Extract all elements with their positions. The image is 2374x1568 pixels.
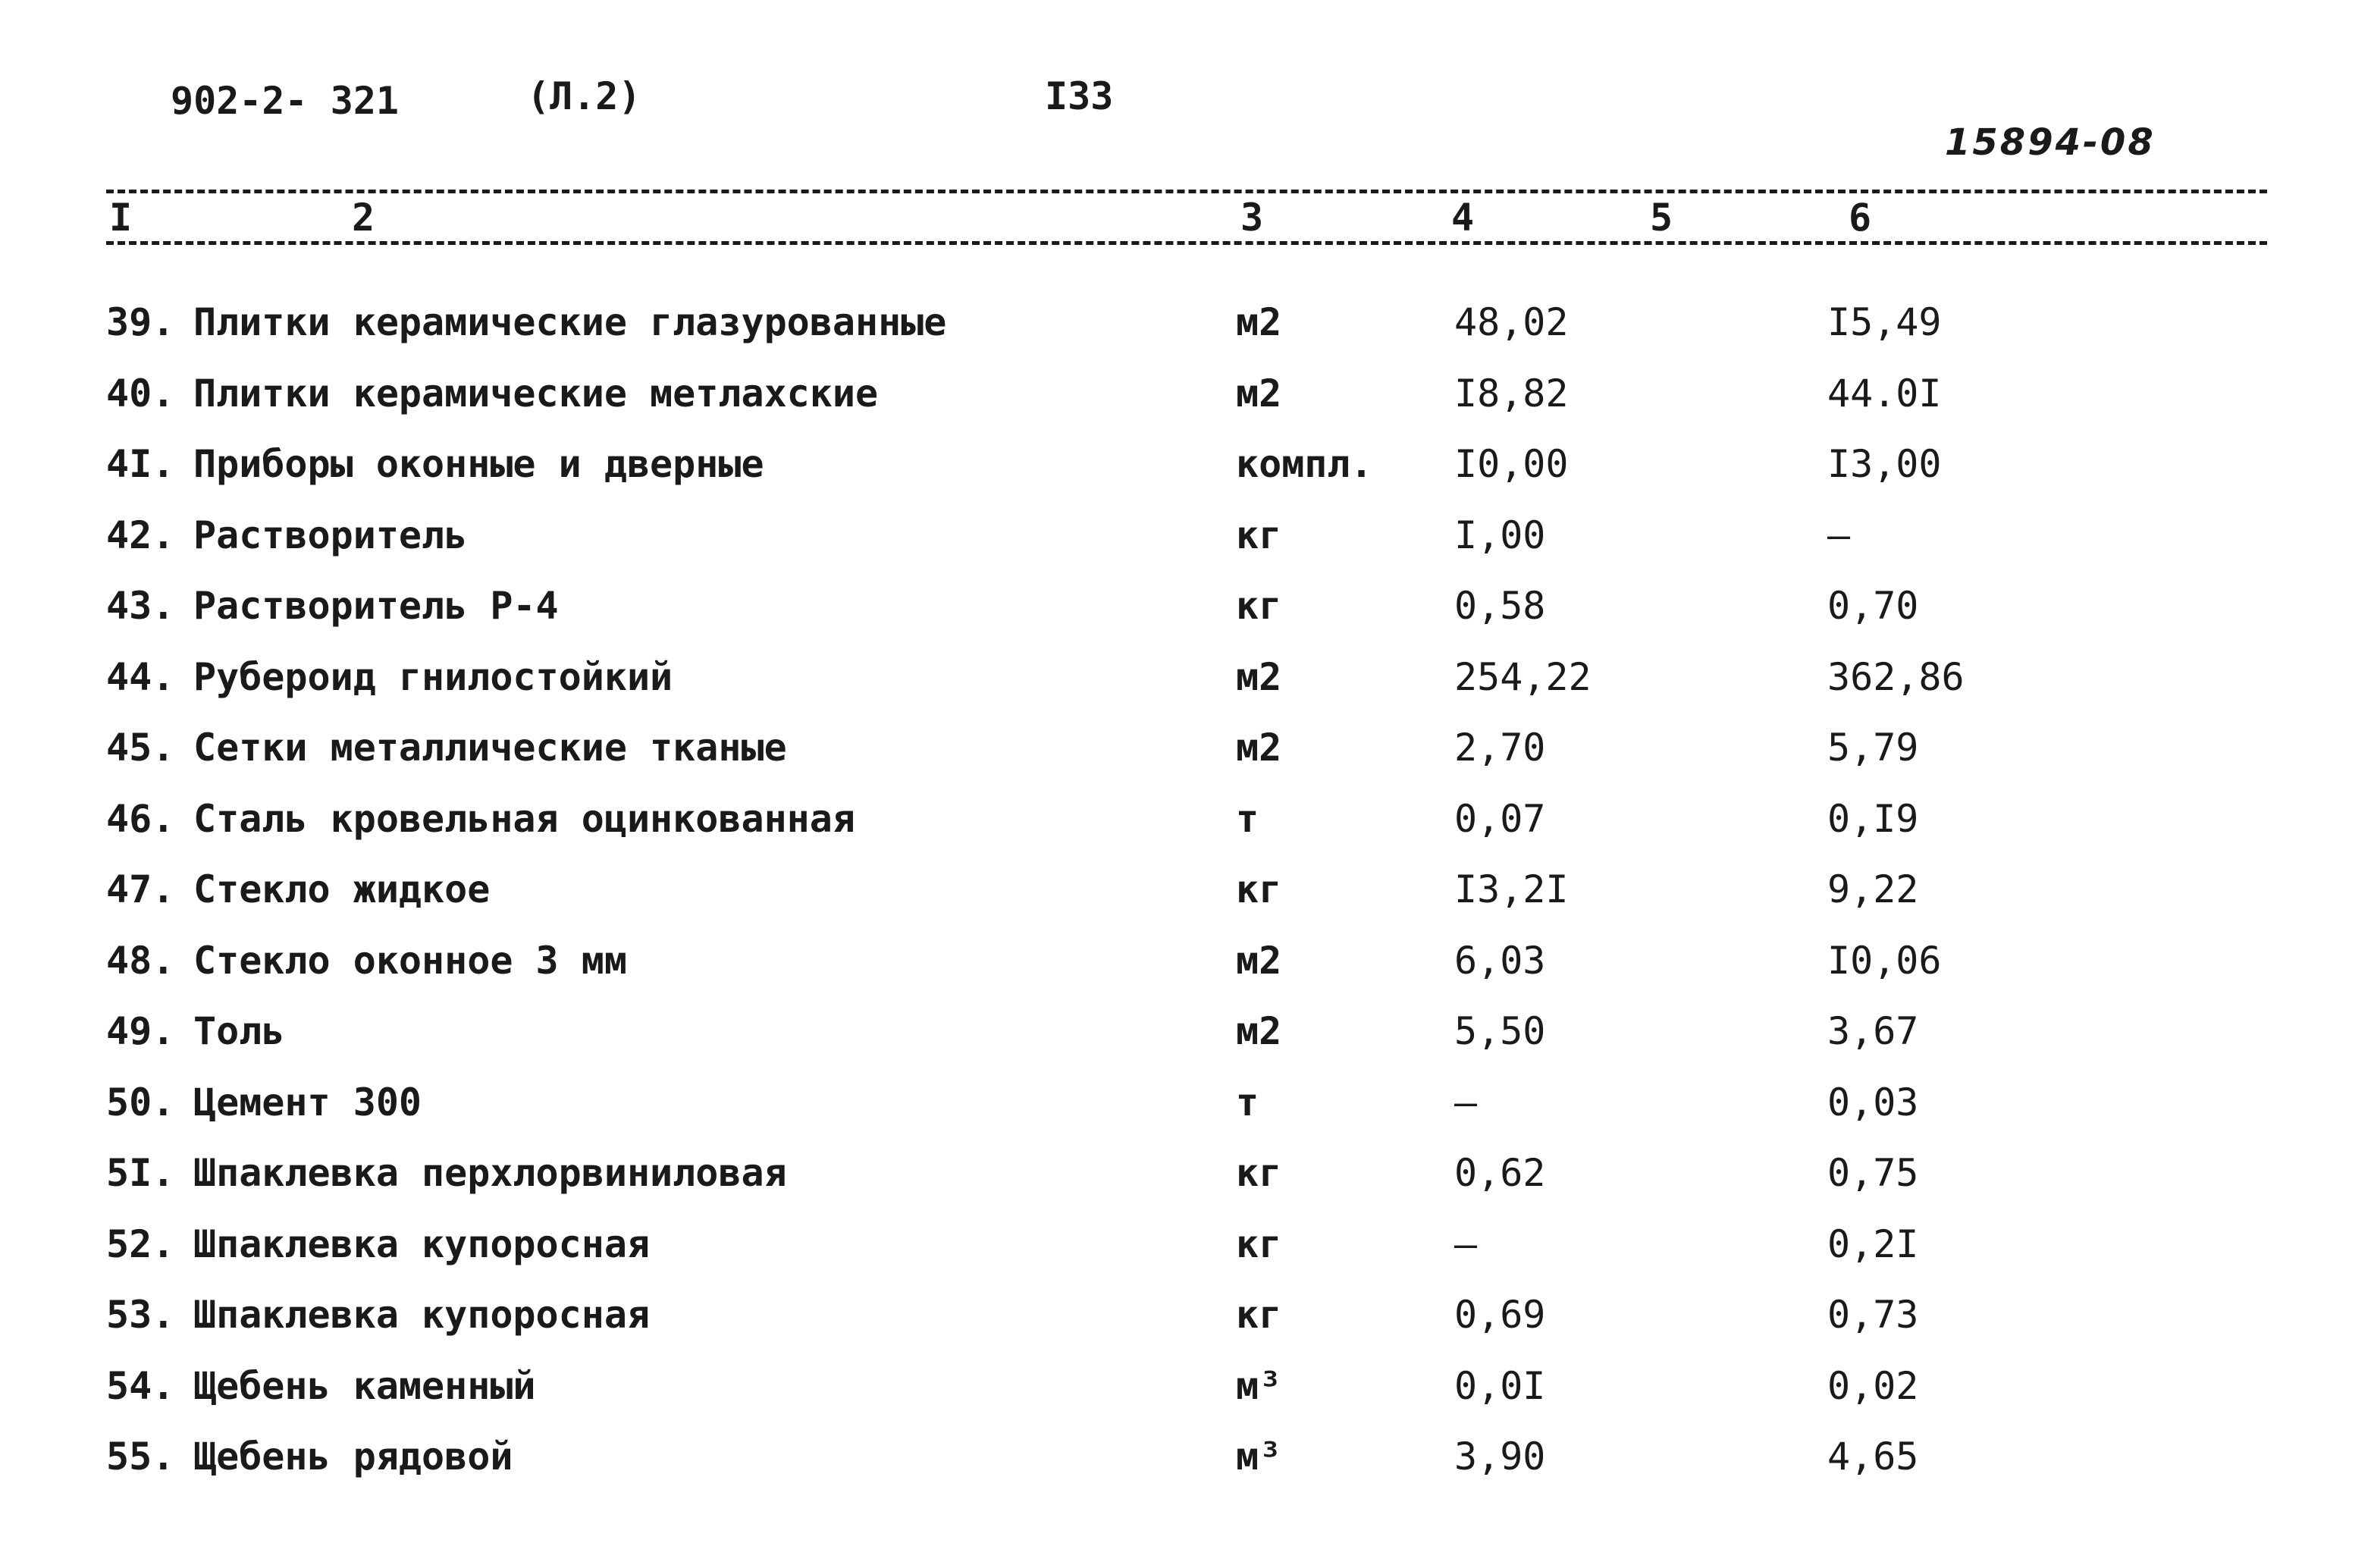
unit-of-measure: кг [1236,1221,1282,1266]
table-row [0,1221,2374,1297]
table-row [0,1080,2374,1155]
quantity-col-6: 5,79 [1827,726,1919,770]
table-row [0,300,2374,375]
unit-of-measure: т [1236,1080,1259,1124]
column-number-6: 6 [1844,199,1876,237]
material-name: Щебень каменный [193,1363,536,1408]
row-number: 46. [106,796,175,841]
quantity-col-4: 6,03 [1454,938,1546,983]
quantity-col-6: 0,70 [1827,584,1919,628]
quantity-col-6: 362,86 [1827,654,1965,699]
quantity-col-4: I8,82 [1454,371,1569,416]
row-number: 49. [106,1009,175,1053]
quantity-col-4: 2,70 [1454,726,1546,770]
quantity-col-4: I,00 [1454,513,1546,557]
quantity-col-4: I0,00 [1454,442,1569,486]
sheet-label: (Л.2) [527,74,641,118]
column-number-2: 2 [347,199,379,237]
quantity-col-6: 0,03 [1827,1080,1919,1124]
unit-of-measure: кг [1236,513,1282,557]
row-number: 55. [106,1435,175,1479]
quantity-col-4: 0,58 [1454,584,1546,628]
quantity-col-4: – [1454,1221,1478,1266]
table-row [0,371,2374,446]
material-name: Шпаклевка купоросная [193,1221,651,1266]
material-name: Плитки керамические глазурованные [193,300,947,344]
unit-of-measure: м³ [1236,1435,1282,1479]
quantity-col-6: 0,I9 [1827,796,1919,841]
row-number: 5I. [106,1151,175,1195]
quantity-col-6: 44.0I [1827,371,1942,416]
unit-of-measure: м2 [1236,726,1282,770]
material-name: Растворитель Р-4 [193,584,559,628]
row-number: 54. [106,1363,175,1408]
row-number: 40. [106,371,175,416]
material-name: Приборы оконные и дверные [193,442,764,486]
row-number: 43. [106,584,175,628]
unit-of-measure: кг [1236,584,1282,628]
table-row [0,726,2374,800]
quantity-col-6: 0,02 [1827,1363,1919,1408]
materials-table [0,300,2374,1509]
material-name: Толь [193,1009,285,1053]
table-row [0,513,2374,588]
column-number-1: I [105,199,136,237]
table-row [0,938,2374,1013]
unit-of-measure: м2 [1236,654,1282,699]
quantity-col-6: 4,65 [1827,1435,1919,1479]
quantity-col-4: 0,62 [1454,1151,1546,1195]
material-name: Сетки металлические тканые [193,726,787,770]
row-number: 4I. [106,442,175,486]
quantity-col-6: 0,2I [1827,1221,1919,1266]
unit-of-measure: кг [1236,867,1282,911]
unit-of-measure: м2 [1236,371,1282,416]
quantity-col-6: 0,73 [1827,1293,1919,1337]
document-code: 902-2- 321 [171,79,400,123]
quantity-col-4: 0,69 [1454,1293,1546,1337]
row-number: 50. [106,1080,175,1124]
unit-of-measure: м2 [1236,300,1282,344]
quantity-col-6: 9,22 [1827,867,1919,911]
quantity-col-4: 5,50 [1454,1009,1546,1053]
table-row [0,796,2374,871]
row-number: 42. [106,513,175,557]
material-name: Рубероид гнилостойкий [193,654,673,699]
unit-of-measure: м2 [1236,938,1282,983]
quantity-col-4: I3,2I [1454,867,1569,911]
column-number-5: 5 [1645,199,1677,237]
table-row [0,442,2374,516]
material-name: Стекло оконное 3 мм [193,938,627,983]
unit-of-measure: т [1236,796,1259,841]
material-name: Сталь кровельная оцинкованная [193,796,855,841]
table-header-bottom-rule [106,241,2267,245]
unit-of-measure: м2 [1236,1009,1282,1053]
column-number-4: 4 [1447,199,1479,237]
quantity-col-6: I0,06 [1827,938,1942,983]
quantity-col-6: 3,67 [1827,1009,1919,1053]
row-number: 48. [106,938,175,983]
quantity-col-4: 3,90 [1454,1435,1546,1479]
row-number: 47. [106,867,175,911]
row-number: 44. [106,654,175,699]
table-row [0,867,2374,942]
quantity-col-4: 0,0I [1454,1363,1546,1408]
table-row [0,584,2374,658]
table-row [0,1009,2374,1083]
table-header-top-rule [106,190,2267,193]
row-number: 53. [106,1293,175,1337]
page-number: I33 [1045,74,1114,118]
unit-of-measure: кг [1236,1151,1282,1195]
quantity-col-4: 0,07 [1454,796,1546,841]
unit-of-measure: кг [1236,1293,1282,1337]
quantity-col-6: I5,49 [1827,300,1942,344]
quantity-col-4: – [1454,1080,1478,1124]
handwritten-doc-number: 15894-08 [1945,121,2156,164]
material-name: Растворитель [193,513,468,557]
quantity-col-6: 0,75 [1827,1151,1919,1195]
row-number: 39. [106,300,175,344]
material-name: Шпаклевка купоросная [193,1293,651,1337]
material-name: Стекло жидкое [193,867,491,911]
table-row [0,1363,2374,1438]
material-name: Плитки керамические метлахские [193,371,879,416]
quantity-col-4: 254,22 [1454,654,1592,699]
row-number: 45. [106,726,175,770]
row-number: 52. [106,1221,175,1266]
quantity-col-4: 48,02 [1454,300,1569,344]
table-row [0,1151,2374,1225]
material-name: Шпаклевка перхлорвиниловая [193,1151,787,1195]
unit-of-measure: м³ [1236,1363,1282,1408]
column-number-3: 3 [1236,199,1268,237]
material-name: Щебень рядовой [193,1435,513,1479]
quantity-col-6: I3,00 [1827,442,1942,486]
table-row [0,1435,2374,1509]
table-row [0,654,2374,729]
quantity-col-6: – [1827,513,1851,557]
unit-of-measure: компл. [1236,442,1373,486]
material-name: Цемент 300 [193,1080,422,1124]
table-row [0,1293,2374,1367]
